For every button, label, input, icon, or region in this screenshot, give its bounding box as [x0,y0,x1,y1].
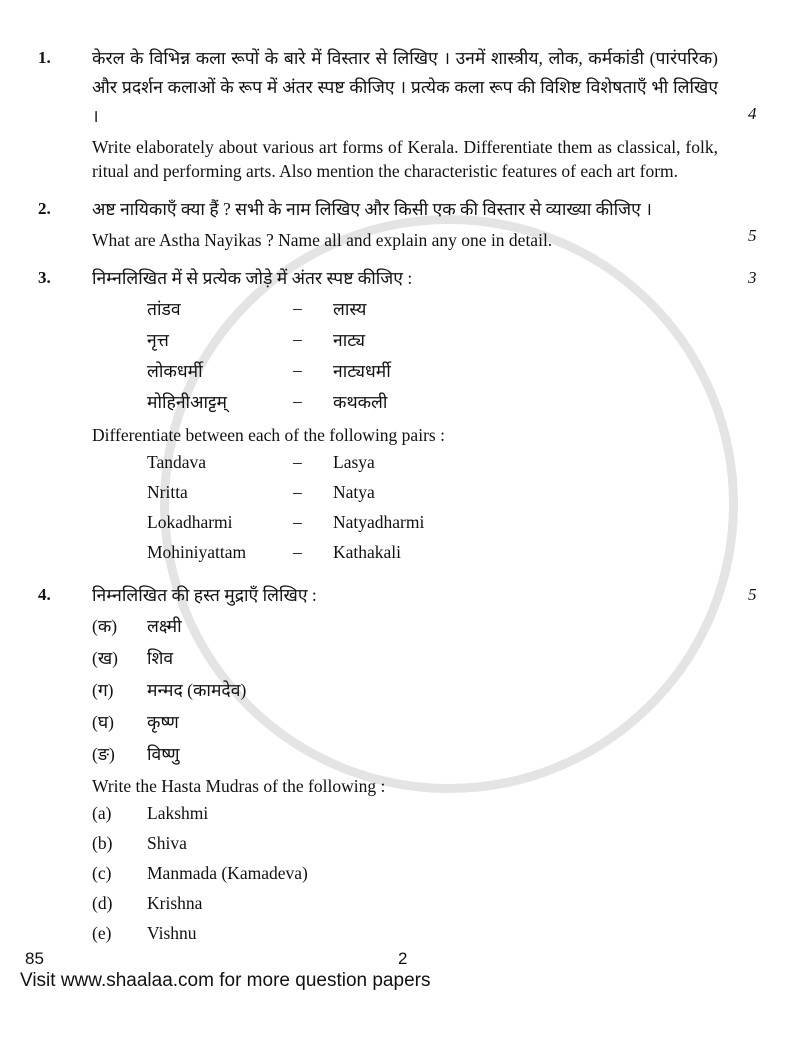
question-english: Write elaborately about various art forms of Kerala. Differentiate them as classical, folk, ritual and performing arts. Also mention the characteristic features of each art form. [92,137,718,181]
item-label: (a) [92,802,112,823]
pair-right: नाट्यधर्मी [333,360,391,381]
pair-right: लास्य [333,298,367,319]
question-2 [0,195,800,252]
item-text: मन्मद (कामदेव) [147,680,247,700]
question-body [92,44,718,183]
footer-link-text[interactable]: Visit www.shaalaa.com for more question papers [20,970,431,991]
question-body [92,264,718,567]
pair-right: नाट्य [333,329,366,350]
pair-row [92,447,718,477]
pair-left: लोकधर्मी [147,360,203,381]
question-4 [0,581,800,948]
question-number: 2. [38,199,51,218]
dash: – [293,329,302,349]
pair-row [92,507,718,537]
question-number: 1. [38,48,51,67]
item-text: Shiva [147,832,187,853]
item-text: शिव [147,648,174,668]
item-label: (ख) [92,648,118,668]
list-item [92,798,718,828]
dash: – [293,451,302,472]
question-1 [0,44,800,183]
dash: – [293,360,302,380]
pair-right: Kathakali [333,541,402,562]
item-label: (ग) [92,680,114,700]
pair-left: Lokadharmi [147,511,233,532]
hindi-pairs [92,293,718,417]
item-text: लक्ष्मी [147,616,182,636]
question-number: 3. [38,268,51,287]
question-english: Differentiate between each of the following pairs : [92,425,445,445]
pair-right: Natya [333,481,375,502]
pair-row [92,324,718,355]
pair-left: तांडव [147,298,181,319]
dash: – [293,391,302,411]
dash: – [293,511,302,532]
footer-numbers [0,950,800,968]
question-number: 4. [38,585,51,604]
item-text: Manmada (Kamadeva) [147,862,308,883]
list-item [92,888,718,918]
list-item [92,706,718,738]
pair-left: नृत्त [147,329,169,350]
question-3 [0,264,800,567]
question-marks: 4 [748,104,757,123]
pair-left: मोहिनीआट्टम् [147,391,227,412]
item-text: Krishna [147,892,203,913]
question-body [92,581,718,948]
item-label: (d) [92,892,113,913]
list-item [92,674,718,706]
item-label: (घ) [92,712,114,732]
item-text: Lakshmi [147,802,209,823]
question-english: Write the Hasta Mudras of the following : [92,776,386,796]
question-hindi: केरल के विभिन्न कला रूपों के बारे में विस्तार से लिखिए । उनमें शास्त्रीय, लोक, कर्मकांडी (पारंपरिक) और प्रदर्शन कलाओं के रूप में अंतर स्पष्ट कीजिए । प्रत्येक कला रूप की विशिष्ट विशेषताएँ भी लिखिए । [92,48,718,126]
dash: – [293,298,302,318]
pair-row [92,355,718,386]
pair-right: Lasya [333,451,375,472]
pair-row [92,537,718,567]
item-label: (ङ) [92,744,115,764]
question-marks: 3 [748,268,757,287]
list-item [92,918,718,948]
list-item [92,642,718,674]
list-item [92,858,718,888]
pair-left: Tandava [147,451,207,472]
pair-left: Mohiniyattam [147,541,247,562]
question-hindi: निम्नलिखित में से प्रत्येक जोड़े में अंतर स्पष्ट कीजिए : [92,268,413,288]
pair-right: कथकली [333,391,388,412]
pair-right: Natyadharmi [333,511,425,532]
question-marks: 5 [748,226,757,245]
english-pairs [92,447,718,567]
list-item [92,610,718,642]
item-label: (b) [92,832,113,853]
hindi-items [92,610,718,770]
question-hindi: निम्नलिखित की हस्त मुद्राएँ लिखिए : [92,585,317,605]
english-items [92,798,718,948]
dash: – [293,541,302,562]
item-text: विष्णु [147,744,180,764]
item-text: Vishnu [147,922,197,943]
pair-row [92,477,718,507]
item-label: (c) [92,862,112,883]
question-marks: 5 [748,585,757,604]
list-item [92,828,718,858]
pair-row [92,293,718,324]
question-hindi: अष्ट नायिकाएँ क्या हैं ? सभी के नाम लिखिए और किसी एक की विस्तार से व्याख्या कीजिए । [92,199,652,219]
item-label: (क) [92,616,118,636]
page-number: 2 [398,949,408,968]
item-text: कृष्ण [147,712,179,732]
list-item [92,738,718,770]
item-label: (e) [92,922,112,943]
paper-code: 85 [25,949,44,968]
question-english: What are Astha Nayikas ? Name all and explain any one in detail. [92,230,553,250]
dash: – [293,481,302,502]
question-body [92,195,718,252]
pair-row [92,386,718,417]
pair-left: Nritta [147,481,188,502]
